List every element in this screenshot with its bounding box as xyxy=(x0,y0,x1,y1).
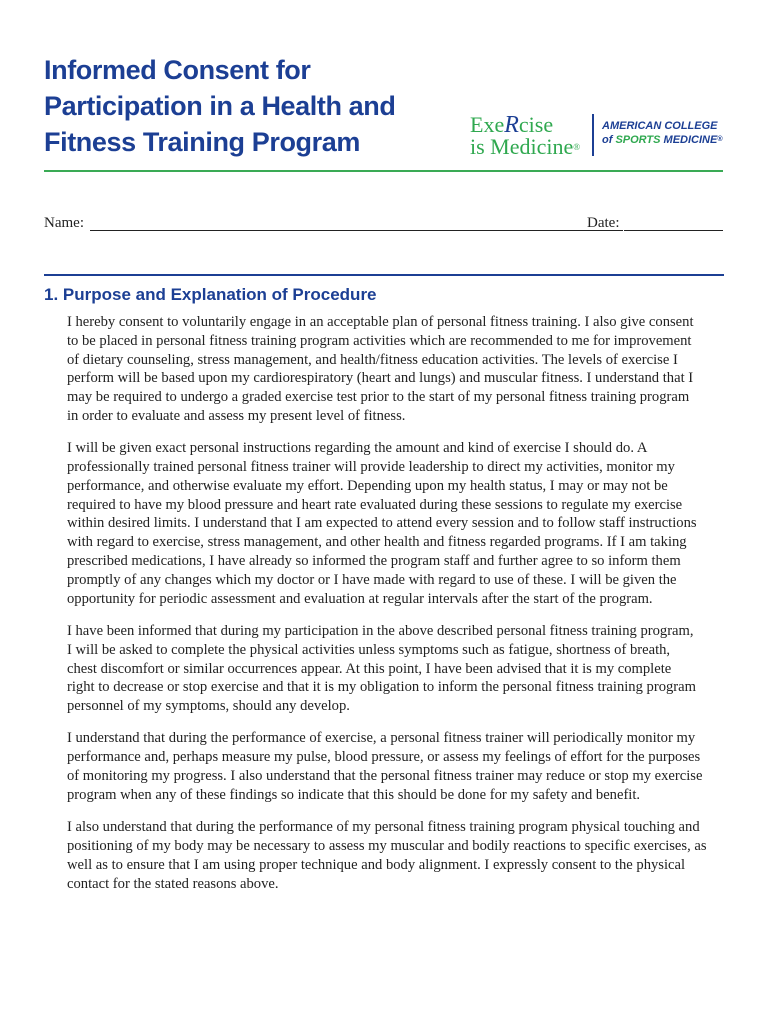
logo-divider xyxy=(592,114,594,156)
text-line: I will be given exact personal instructions regarding the amount and kind of exercise I should do. A xyxy=(67,440,648,457)
paragraph xyxy=(67,313,727,426)
text-line: well as to ensure that I am using proper technique and body alignment. I expressly consent to the physical xyxy=(67,856,686,873)
text-line: with regard to exercise, stress management, and other health and fitness regarded programs. If I am taking xyxy=(67,534,687,551)
text-line: contact for the stated reasons above. xyxy=(67,875,279,892)
name-date-row xyxy=(44,213,724,235)
paragraph xyxy=(67,439,727,608)
header-divider xyxy=(44,170,723,172)
title-line: Participation in a Health and xyxy=(44,91,396,121)
date-label: Date: xyxy=(587,215,620,231)
text-line: of monitoring my progress. I also understand that the personal fitness trainer may reduce or stop my exercise xyxy=(67,768,703,785)
text-line: required to have my blood pressure and heart rate evaluated during these sessions to regulate my exercise xyxy=(67,496,683,513)
paragraph xyxy=(67,818,727,893)
rx-mark: R xyxy=(504,112,519,138)
name-field[interactable] xyxy=(90,230,623,231)
acsm-logo-text: MEDICINE xyxy=(660,134,718,146)
eim-logo-text: Exe xyxy=(470,112,505,137)
title-line: Informed Consent for xyxy=(44,55,311,85)
eim-logo-line1 xyxy=(470,114,580,136)
registered-mark: ® xyxy=(717,136,723,143)
acsm-logo-line1: AMERICAN COLLEGE xyxy=(602,120,718,132)
acsm-logo xyxy=(602,119,723,147)
text-line: of dietary counseling, stress management, and health/fitness education activities. The levels of exercise I xyxy=(67,351,678,368)
exercise-is-medicine-logo xyxy=(470,114,580,158)
title-line: Fitness Training Program xyxy=(44,127,360,157)
paragraph xyxy=(67,622,727,716)
date-field[interactable] xyxy=(624,230,723,231)
text-line: I also understand that during the performance of my personal fitness training program physical touching and xyxy=(67,819,700,836)
section-divider xyxy=(44,274,724,276)
text-line: within desired limits. I understand that I am expected to attend every session and to follow staff instructions xyxy=(67,515,697,532)
acsm-logo-text: SPORTS xyxy=(615,134,661,146)
text-line: personnel of my symptoms, should any develop. xyxy=(67,698,350,715)
text-line: to be placed in personal fitness training program activities which are recommended to me for improvement xyxy=(67,332,692,349)
text-line: professionally trained personal fitness trainer will provide leadership to direct my activities, monitor my xyxy=(67,459,675,476)
text-line: in order to evaluate and assess my present level of fitness. xyxy=(67,407,406,424)
paragraph xyxy=(67,729,727,804)
text-line: positioning of my body may be necessary to assess my muscular and bodily reactions to specific exercises, as xyxy=(67,837,707,854)
name-label: Name: xyxy=(44,215,84,231)
text-line: prescribed medications, I have already so informed the program staff and further agree to so inform them xyxy=(67,553,681,570)
text-line: performance and, perhaps measure my pulse, blood pressure, or assess my feelings of effort for the purposes xyxy=(67,749,701,766)
acsm-logo-line2 xyxy=(602,133,723,147)
document-title xyxy=(44,52,444,160)
text-line: perform will be based upon my cardiorespiratory (heart and lungs) and muscular fitness. I understand that I xyxy=(67,370,694,387)
text-line: may be required to undergo a graded exercise test prior to the start of my personal fitness training program xyxy=(67,389,690,406)
text-line: opportunity for periodic assessment and evaluation at regular intervals after the start of the program. xyxy=(67,590,653,607)
section-body xyxy=(67,313,727,907)
text-line: program when any of these findings so indicate that this should be done for my safety and benefit. xyxy=(67,786,641,803)
text-line: I will be asked to complete the physical activities unless symptoms such as fatigue, shortness of breath, xyxy=(67,641,671,658)
text-line: I understand that during the performance of exercise, a personal fitness trainer will periodically monitor my xyxy=(67,730,696,747)
text-line: performance, and otherwise evaluate my effort. Depending upon my health status, I may or may not be xyxy=(67,477,668,494)
eim-logo-text: is Medicine xyxy=(470,134,574,159)
section-heading: 1. Purpose and Explanation of Procedure xyxy=(44,285,377,304)
registered-mark: ® xyxy=(573,142,581,152)
text-line: right to decrease or stop exercise and that it is my obligation to inform the personal fitness training program xyxy=(67,679,696,696)
text-line: chest discomfort or similar occurrences appear. At this point, I have been advised that it is my complete xyxy=(67,660,672,677)
acsm-logo-text: of xyxy=(602,134,616,146)
eim-logo-text: cise xyxy=(518,112,554,137)
text-line: I hereby consent to voluntarily engage in an acceptable plan of personal fitness training. I also give consent xyxy=(67,314,694,330)
text-line: I have been informed that during my participation in the above described personal fitness training program, xyxy=(67,622,694,639)
text-line: promptly of any changes which my doctor or I have made with regard to use of these. I will be given the xyxy=(67,571,677,588)
eim-logo-line2 xyxy=(470,136,580,158)
